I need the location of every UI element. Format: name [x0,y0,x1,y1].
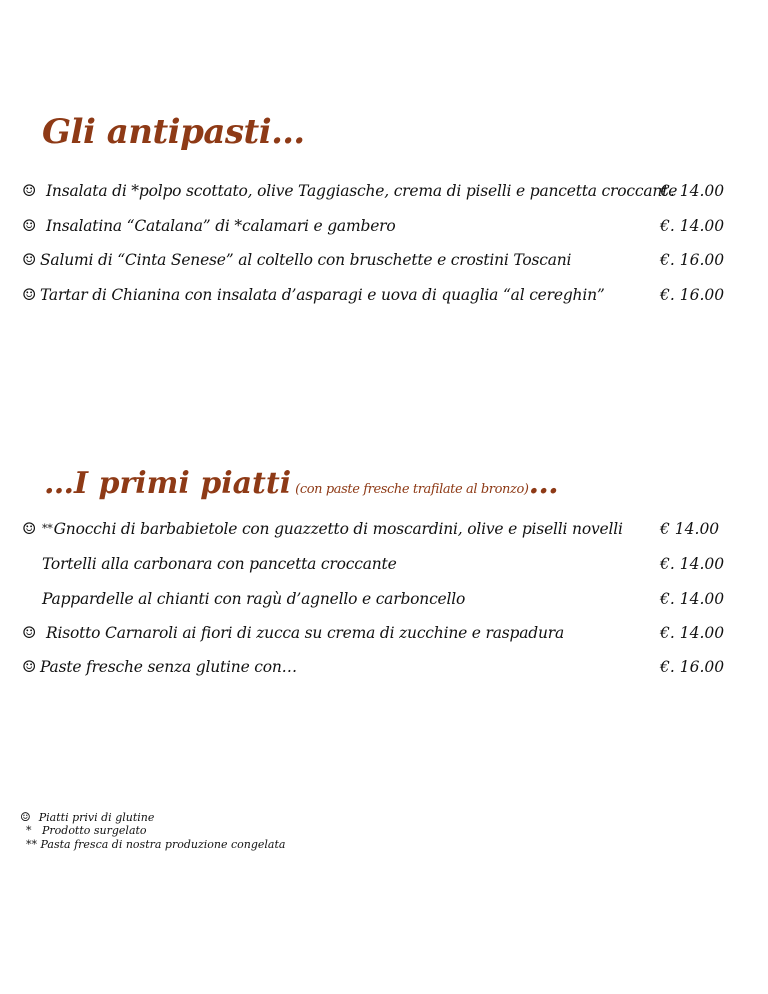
smiley-icon: ☺ [22,285,37,304]
smiley-icon: ☺ [22,623,37,642]
menu-item-description: Risotto Carnaroli ai fiori di zucca su crema di zucchine e raspadura [46,624,565,642]
fresh-pasta-marker: ** [42,522,53,535]
section-subtitle-primi: (con paste fresche trafilate al bronzo) [295,482,529,497]
menu-item [0,283,768,307]
menu-item-description: Salumi di “Cinta Senese” al coltello con bruschette e crostini Toscani [40,251,572,269]
legend-gluten-free [20,810,285,824]
menu-item-price: €. 16.00 [660,658,725,676]
menu-item-description: Pappardelle al chianti con ragù d’agnello e carboncello [42,590,466,608]
menu-item-description: Insalata di *polpo scottato, olive Taggiasche, crema di piselli e pancetta croccante [46,182,678,200]
menu-item-description: Tortelli alla carbonara con pancetta croccante [42,555,397,573]
smiley-icon: ☺ [22,216,37,235]
menu-item [0,248,768,272]
section-title-primi-lead: …I primi piatti [44,466,292,501]
menu-item-description: Paste fresche senza glutine con… [40,658,297,676]
legend-fresh-pasta: ** Pasta fresca di nostra produzione congelata [26,838,286,851]
smiley-icon: ☺ [22,181,37,200]
smiley-icon: ☺ [22,250,37,269]
menu-item [0,179,768,203]
section-title-antipasti: Gli antipasti… [42,112,305,152]
menu-item [0,552,768,576]
section-title-primi [44,466,559,501]
section-title-primi-tail: … [528,466,559,501]
menu-item [0,621,768,645]
menu-item-price: €. 16.00 [660,251,725,269]
legend-gluten-free-text: Piatti privi di glutine [38,811,155,824]
menu-item-price: € 14.00 [660,520,720,538]
smiley-icon: ☺ [20,810,31,824]
menu-item-price: €. 14.00 [660,182,725,200]
menu-item-price: €. 14.00 [660,555,725,573]
menu-item [0,214,768,238]
menu-item [0,587,768,611]
menu-item-price: €. 14.00 [660,624,725,642]
menu-item [0,517,768,541]
menu-item-price: €. 16.00 [660,286,725,304]
menu-item-description: Insalatina “Catalana” di *calamari e gambero [46,217,396,235]
menu-item-description [42,517,623,541]
menu-item-price: €. 14.00 [660,217,725,235]
smiley-icon: ☺ [22,519,37,538]
smiley-icon: ☺ [22,657,37,676]
menu-item [0,655,768,679]
menu-item-description: Tartar di Chianina con insalata d’asparagi e uova di quaglia “al cereghin” [40,286,605,304]
menu-item-price: €. 14.00 [660,590,725,608]
legend [20,810,285,852]
legend-frozen: * Prodotto surgelato [26,824,147,837]
menu-item-text: Gnocchi di barbabietole con guazzetto di moscardini, olive e piselli novelli [53,520,623,538]
